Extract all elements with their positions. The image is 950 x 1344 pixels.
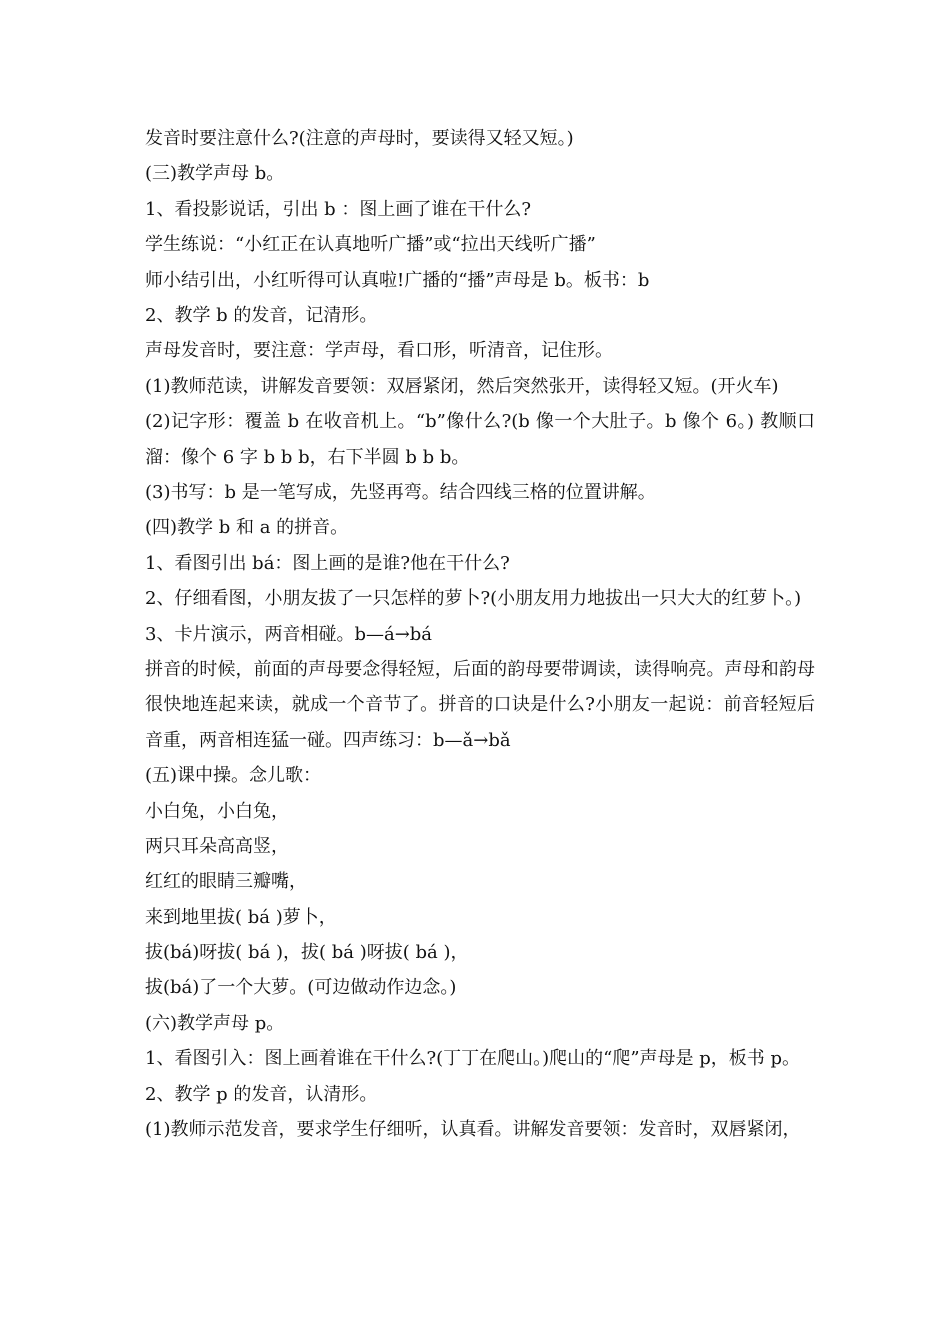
- paragraph: 学生练说：“小红正在认真地听广播”或“拉出天线听广播”: [145, 234, 596, 256]
- paragraph: 发音时要注意什么?(注意的声母时，要读得又轻又短。): [145, 128, 574, 149]
- paragraph: 2、教学 b 的发音，记清形。: [145, 304, 378, 326]
- poem-line: 两只耳朵高高竖，: [145, 835, 289, 857]
- section-heading: (四)教学 b 和 a 的拼音。: [145, 517, 349, 539]
- paragraph: (1)教师范读，讲解发音要领：双唇紧闭，然后突然张开，读得轻又短。(开火车): [145, 375, 779, 397]
- poem-line: 小白兔，小白兔，: [145, 800, 289, 822]
- poem-line: 拔(bá)了一个大萝。(可边做动作边念。): [145, 977, 457, 999]
- document-body: [145, 121, 815, 1147]
- section-heading: (五)课中操。念儿歌：: [145, 765, 322, 787]
- section-heading: (三)教学声母 b。: [145, 163, 285, 185]
- poem-line: 红红的眼睛三瓣嘴，: [145, 871, 307, 893]
- paragraph: (1)教师示范发音，要求学生仔细听，认真看。讲解发音要领：发音时，双唇紧闭，: [145, 1119, 801, 1141]
- poem-line: 拔(bá)呀拔( bá )，拔( bá )呀拔( bá )，: [145, 942, 469, 964]
- paragraph: (2)记字形：覆盖 b 在收音机上。“b”像什么?(b 像一个大肚子。b 像个 6。) 教顺口溜：像个 6 字 b b b，右下半圆 b b b。: [145, 411, 815, 468]
- paragraph: 1、看图引出 bá：图上画的是谁?他在干什么?: [145, 552, 510, 574]
- paragraph: 声母发音时，要注意：学声母，看口形，听清音，记住形。: [145, 340, 613, 362]
- paragraph: 师小结引出，小红听得可认真啦!广播的“播”声母是 b。板书：b: [145, 269, 650, 291]
- paragraph: 3、卡片演示，两音相碰。b—á→bá: [145, 623, 433, 645]
- paragraph: 拼音的时候，前面的声母要念得轻短，后面的韵母要带调读，读得响亮。声母和韵母很快地连起来读，就成一个音节了。拼音的口诀是什么?小朋友一起说：前音轻短后音重，两音相连猛一碰。四声练习：b—ǎ→bǎ: [145, 658, 815, 751]
- paragraph: 2、仔细看图，小朋友拔了一只怎样的萝卜?(小朋友用力地拔出一只大大的红萝卜。): [145, 588, 802, 610]
- paragraph: (3)书写：b 是一笔写成，先竖再弯。结合四线三格的位置讲解。: [145, 481, 656, 503]
- section-heading: (六)教学声母 p。: [145, 1012, 285, 1034]
- paragraph: 1、看投影说话，引出 b ：图上画了谁在干什么?: [145, 198, 532, 220]
- paragraph: 2、教学 p 的发音，认清形。: [145, 1083, 378, 1105]
- poem-line: 来到地里拔( bá )萝卜，: [145, 906, 337, 928]
- paragraph: 1、看图引入：图上画着谁在干什么?(丁丁在爬山。)爬山的“爬”声母是 p，板书 p。: [145, 1048, 801, 1070]
